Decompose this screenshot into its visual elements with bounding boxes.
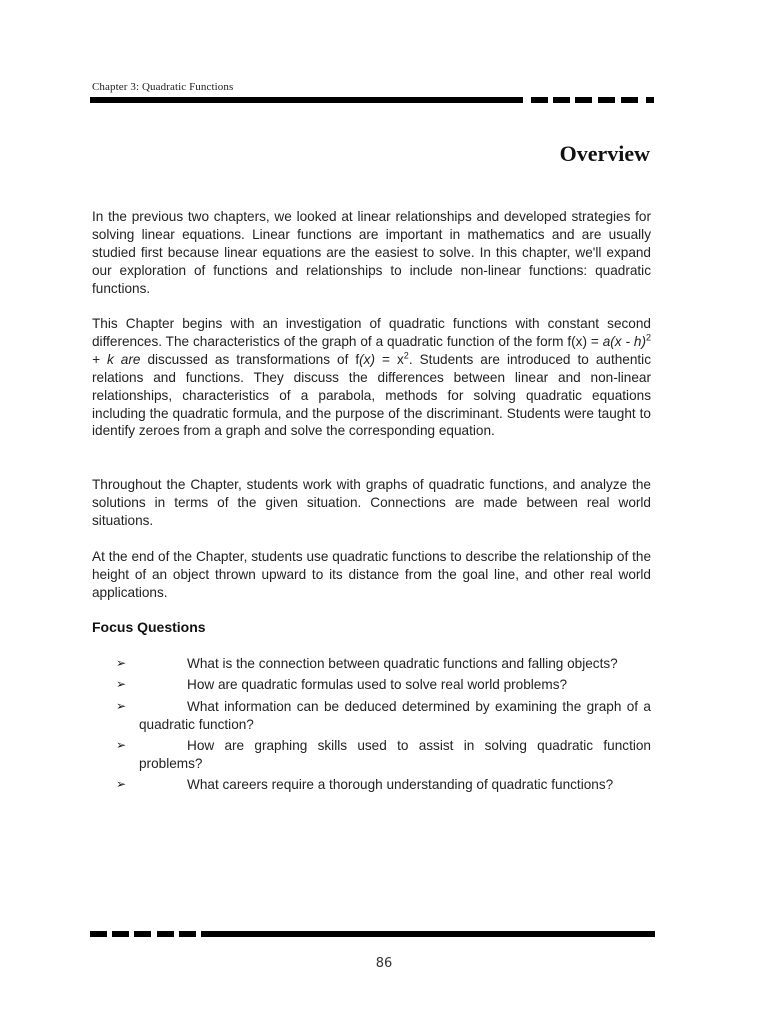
paragraph-chapter-summary	[92, 315, 651, 440]
paragraph-applications: At the end of the Chapter, students use quadratic functions to describe the relationship of the height of an object thrown upward to its distance from the goal line, and other real world applications.	[92, 549, 651, 600]
formula-italic: a(x - h)	[602, 333, 646, 349]
footer-rule-dash	[157, 931, 174, 937]
header-rule-dash	[575, 97, 592, 103]
focus-question-text: How are graphing skills used to assist in solving quadratic function problems?	[139, 738, 651, 772]
header-rule-solid	[90, 97, 523, 103]
formula-italic: (x)	[359, 351, 376, 367]
header-rule-dash	[621, 97, 638, 103]
page-number: 86	[375, 956, 393, 971]
page-title: Overview	[559, 141, 650, 166]
footer-rule-dash	[112, 931, 129, 937]
header-rule-dash	[646, 97, 654, 103]
focus-questions-list	[92, 655, 651, 798]
header-rule-dash	[553, 97, 570, 103]
list-item	[92, 776, 651, 794]
focus-questions-heading: Focus Questions	[92, 619, 206, 635]
arrowhead-bullet-icon: ➢	[116, 777, 127, 792]
arrowhead-bullet-icon: ➢	[116, 677, 127, 692]
list-item	[92, 698, 651, 734]
arrowhead-bullet-icon: ➢	[116, 698, 127, 713]
paragraph-text: This Chapter begins with an investigation of quadratic functions with constant second differences. The characteristics of the graph of a quadratic function of the form f(x) =	[92, 316, 651, 349]
formula-italic: + k are	[92, 351, 141, 367]
superscript: 2	[403, 350, 409, 361]
footer-rule-dash	[179, 931, 196, 937]
footer-rule-dash	[90, 931, 107, 937]
focus-question-text: What information can be deduced determined by examining the graph of a quadratic function?	[139, 698, 651, 732]
footer-rule-solid	[201, 931, 655, 937]
header-rule-dash	[531, 97, 548, 103]
running-head: Chapter 3: Quadratic Functions	[92, 81, 234, 93]
focus-question-text: What careers require a thorough understanding of quadratic functions?	[187, 777, 614, 793]
paragraph-text: discussed as transformations of f	[140, 351, 360, 367]
paragraph-intro: In the previous two chapters, we looked at linear relationships and developed strategies for solving linear equations. Linear functions are important in mathematics and are usually studied first because linear equations are the easiest to solve. In this chapter, we'll expand our exploration of functions and relationships to include non-linear functions: quadratic functions.	[92, 209, 651, 296]
list-item	[92, 676, 651, 694]
paragraph-graphs: Throughout the Chapter, students work with graphs of quadratic functions, and analyze the solutions in terms of the given situation. Connections are made between real world situations.	[92, 477, 651, 528]
arrowhead-bullet-icon: ➢	[116, 656, 127, 670]
paragraph-text: = x	[375, 351, 404, 367]
superscript: 2	[645, 332, 651, 343]
arrowhead-bullet-icon: ➢	[116, 738, 127, 753]
list-item	[92, 655, 651, 673]
focus-question-text: How are quadratic formulas used to solve real world problems?	[187, 677, 568, 693]
header-rule-dash	[598, 97, 615, 103]
focus-question-text: What is the connection between quadratic functions and falling objects?	[187, 656, 618, 671]
list-item	[92, 737, 651, 773]
footer-rule-dash	[134, 931, 151, 937]
paragraph-text: . Students are introduced to authentic relations and functions. They discuss the differences between linear and non-linear relationships, characteristics of a parabola, methods for solving quadratic equations including the quadratic formula, and the purpose of the discriminant. Students were taught to identify zeroes from a graph and solve the corresponding equation.	[92, 351, 651, 439]
